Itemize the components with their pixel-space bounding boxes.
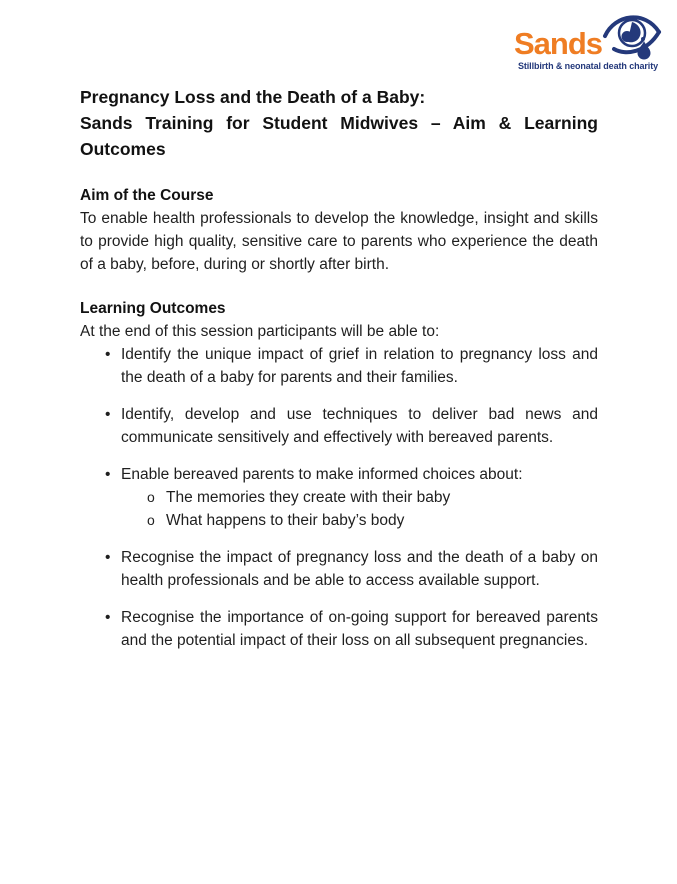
bullet-item (80, 343, 598, 389)
learning-outcomes-heading: Learning Outcomes (80, 300, 226, 317)
title-line-1: Pregnancy Loss and the Death of a Baby: (80, 87, 426, 107)
title-line-2: Sands Training for Student Midwives – Aim & Learning (80, 113, 598, 133)
aim-body: To enable health professionals to develop the knowledge, insight and skills to provide high quality, sensitive care to parents who experience the death of a baby, before, during or shortly after birth. (80, 210, 598, 273)
bullet-item (80, 403, 598, 449)
logo-row (512, 8, 664, 60)
bullet-item (80, 463, 598, 532)
sub-bullet-icon: o (147, 512, 155, 528)
bullet-icon: • (105, 406, 111, 423)
aim-heading: Aim of the Course (80, 187, 214, 204)
sands-wordmark: Sands (513, 26, 602, 61)
sub-bullet-text: The memories they create with their baby (166, 489, 451, 506)
bullet-icon: • (105, 346, 111, 363)
bullet-text: Enable bereaved parents to make informed choices about: (121, 466, 523, 483)
bullet-text: Identify, develop and use techniques to deliver bad news and communicate sensitively and effectively with bereaved parents. (121, 406, 598, 446)
sub-bullet-icon: o (147, 489, 155, 505)
bullet-text: Identify the unique impact of grief in relation to pregnancy loss and the death of a baby for parents and their families. (121, 346, 598, 386)
bullet-item (80, 546, 598, 592)
eye-teardrop-baby-icon (602, 8, 664, 60)
title-line-3: Outcomes (80, 139, 166, 159)
bullet-item (80, 606, 598, 652)
sub-bullet-item (121, 509, 598, 532)
bullet-icon: • (105, 549, 111, 566)
bullet-text: Recognise the importance of on-going support for bereaved parents and the potential impact of their loss on all subsequent pregnancies. (121, 609, 598, 649)
learning-outcomes-list (80, 343, 598, 652)
sub-bullet-text: What happens to their baby’s body (166, 512, 405, 529)
bullet-icon: • (105, 609, 111, 626)
learning-outcomes-intro: At the end of this session participants will be able to: (80, 323, 440, 340)
sands-logo (512, 8, 664, 71)
bullet-text: Recognise the impact of pregnancy loss and the death of a baby on health professionals and be able to access available support. (121, 549, 598, 589)
document-content (80, 84, 598, 652)
bullet-icon: • (105, 466, 111, 483)
document-title (80, 84, 598, 162)
logo-tagline: Stillbirth & neonatal death charity (517, 61, 659, 71)
sub-bullet-item (121, 486, 598, 509)
